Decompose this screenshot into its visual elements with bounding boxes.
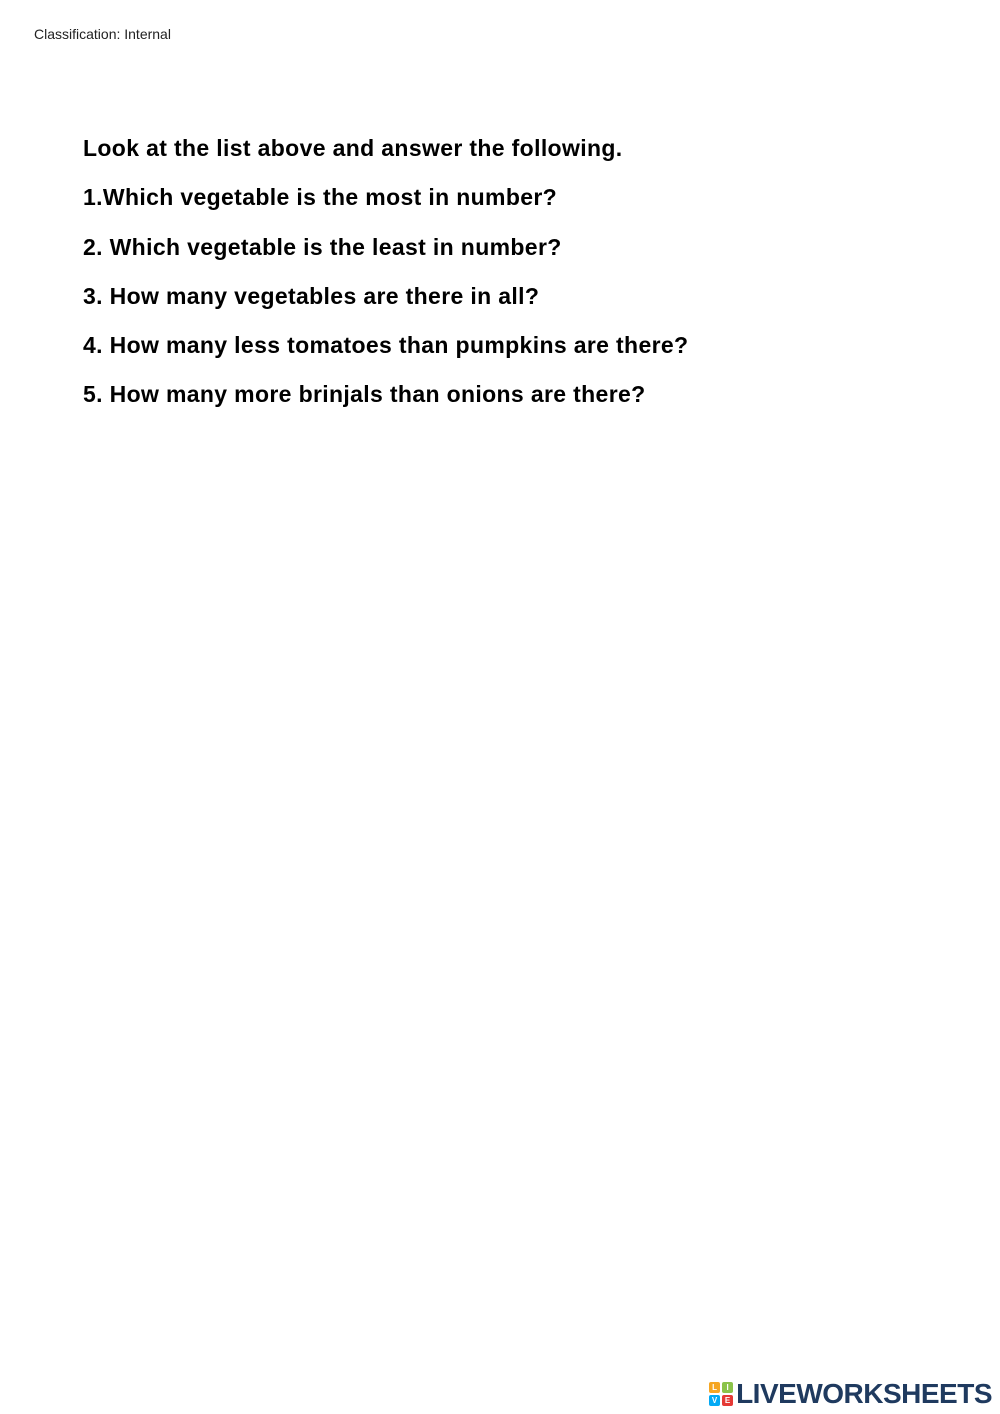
logo-cell-e: E (722, 1395, 733, 1406)
liveworksheets-logo (709, 1374, 992, 1414)
live-logo-icon (709, 1382, 733, 1406)
instruction-text: Look at the list above and answer the following. (83, 135, 623, 161)
logo-cell-v: V (709, 1395, 720, 1406)
logo-cell-i: I (722, 1382, 733, 1393)
worksheet-questions (83, 130, 963, 426)
classification-label: Classification: Internal (34, 26, 171, 42)
logo-cell-l: L (709, 1382, 720, 1393)
question-3: 3. How many vegetables are there in all? (83, 282, 540, 309)
question-4: 4. How many less tomatoes than pumpkins are there? (83, 332, 689, 359)
question-5: 5. How many more brinjals than onions are there? (83, 381, 646, 408)
question-1: 1.Which vegetable is the most in number? (83, 184, 558, 211)
question-2: 2. Which vegetable is the least in number? (83, 233, 562, 260)
brand-name: LIVEWORKSHEETS (736, 1378, 992, 1409)
